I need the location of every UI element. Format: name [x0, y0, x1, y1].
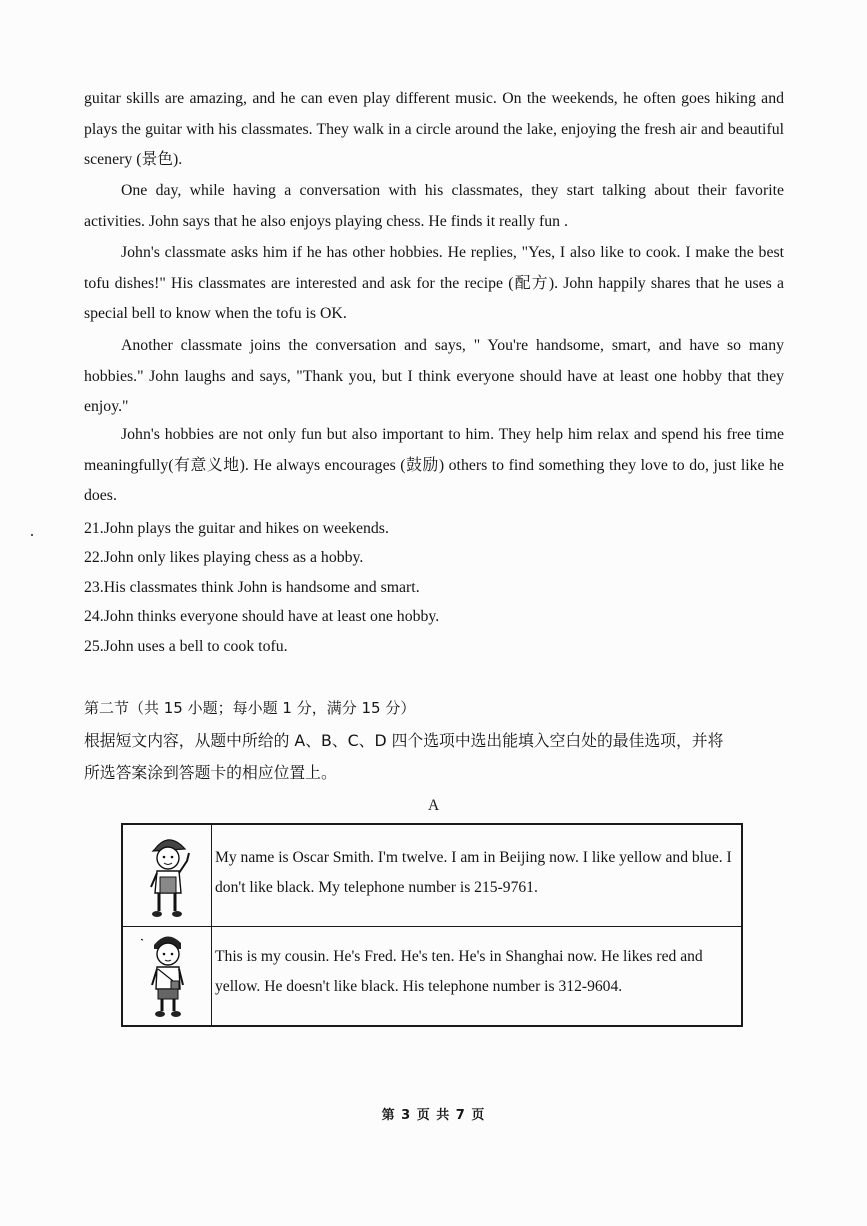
question-25: 25.John uses a bell to cook tofu.: [84, 638, 288, 655]
profile-text-fred: This is my cousin. He's Fred. He's ten. He's in Shanghai now. He likes red and yellow. He doesn't like black. His telephone number is 312-9604.: [215, 948, 703, 995]
picture-cell: [123, 825, 212, 926]
profile-text-oscar: My name is Oscar Smith. I'm twelve. I am in Beijing now. I like yellow and blue. I don't like black. My telephone number is 215-9761.: [215, 849, 732, 896]
passage-paragraph-1: guitar skills are amazing, and he can even play different music. On the weekends, he often goes hiking and plays the guitar with his classmates. They walk in a circle around the lake, enjoying the fresh air and beautiful scenery (景色).: [84, 90, 784, 169]
boy-cap-pointing-icon: [141, 831, 193, 921]
section-title: 第二节（共 15 小题；每小题 1 分，满分 15 分）: [84, 699, 416, 717]
boy-standing-icon: [141, 929, 193, 1019]
table-row: [123, 825, 741, 927]
passage-paragraph-2: One day, while having a conversation with his classmates, they start talking about their favorite activities. John says that he also enjoys playing chess. He finds it really fun .: [84, 182, 784, 230]
margin-mark: [31, 534, 33, 536]
passage-paragraph-5: John's hobbies are not only fun but also important to him. They help him relax and spend his free time meaningfully(有意义地). He always encourages (鼓励) others to find something they love to do, just like he does.: [84, 426, 784, 505]
question-23: 23.His classmates think John is handsome and smart.: [84, 579, 420, 596]
question-24: 24.John thinks everyone should have at least one hobby.: [84, 608, 440, 625]
question-22: 22.John only likes playing chess as a hobby.: [84, 549, 364, 566]
picture-cell: [123, 927, 212, 1025]
passage-paragraph-4: Another classmate joins the conversation and says, " You're handsome, smart, and have so many hobbies." John laughs and says, "Thank you, but I think everyone should have at least one hobby that they enjoy.": [84, 337, 784, 416]
section-instruction-line-1: 根据短文内容，从题中所给的 A、B、C、D 四个选项中选出能填入空白处的最佳选项，并将: [84, 731, 724, 750]
question-21: 21.John plays the guitar and hikes on weekends.: [84, 520, 389, 537]
section-instruction-line-2: 所选答案涂到答题卡的相应位置上。: [84, 763, 337, 782]
table-row: [123, 927, 741, 1025]
part-label: A: [428, 797, 440, 814]
passage-paragraph-3: John's classmate asks him if he has other hobbies. He replies, "Yes, I also like to cook. I make the best tofu dishes!" His classmates are interested and ask for the recipe (配方). John happily shares that he uses a special bell to know when the tofu is OK.: [84, 244, 784, 323]
profile-table: [121, 823, 743, 1027]
page-footer: 第 3 页 共 7 页: [381, 1108, 486, 1123]
